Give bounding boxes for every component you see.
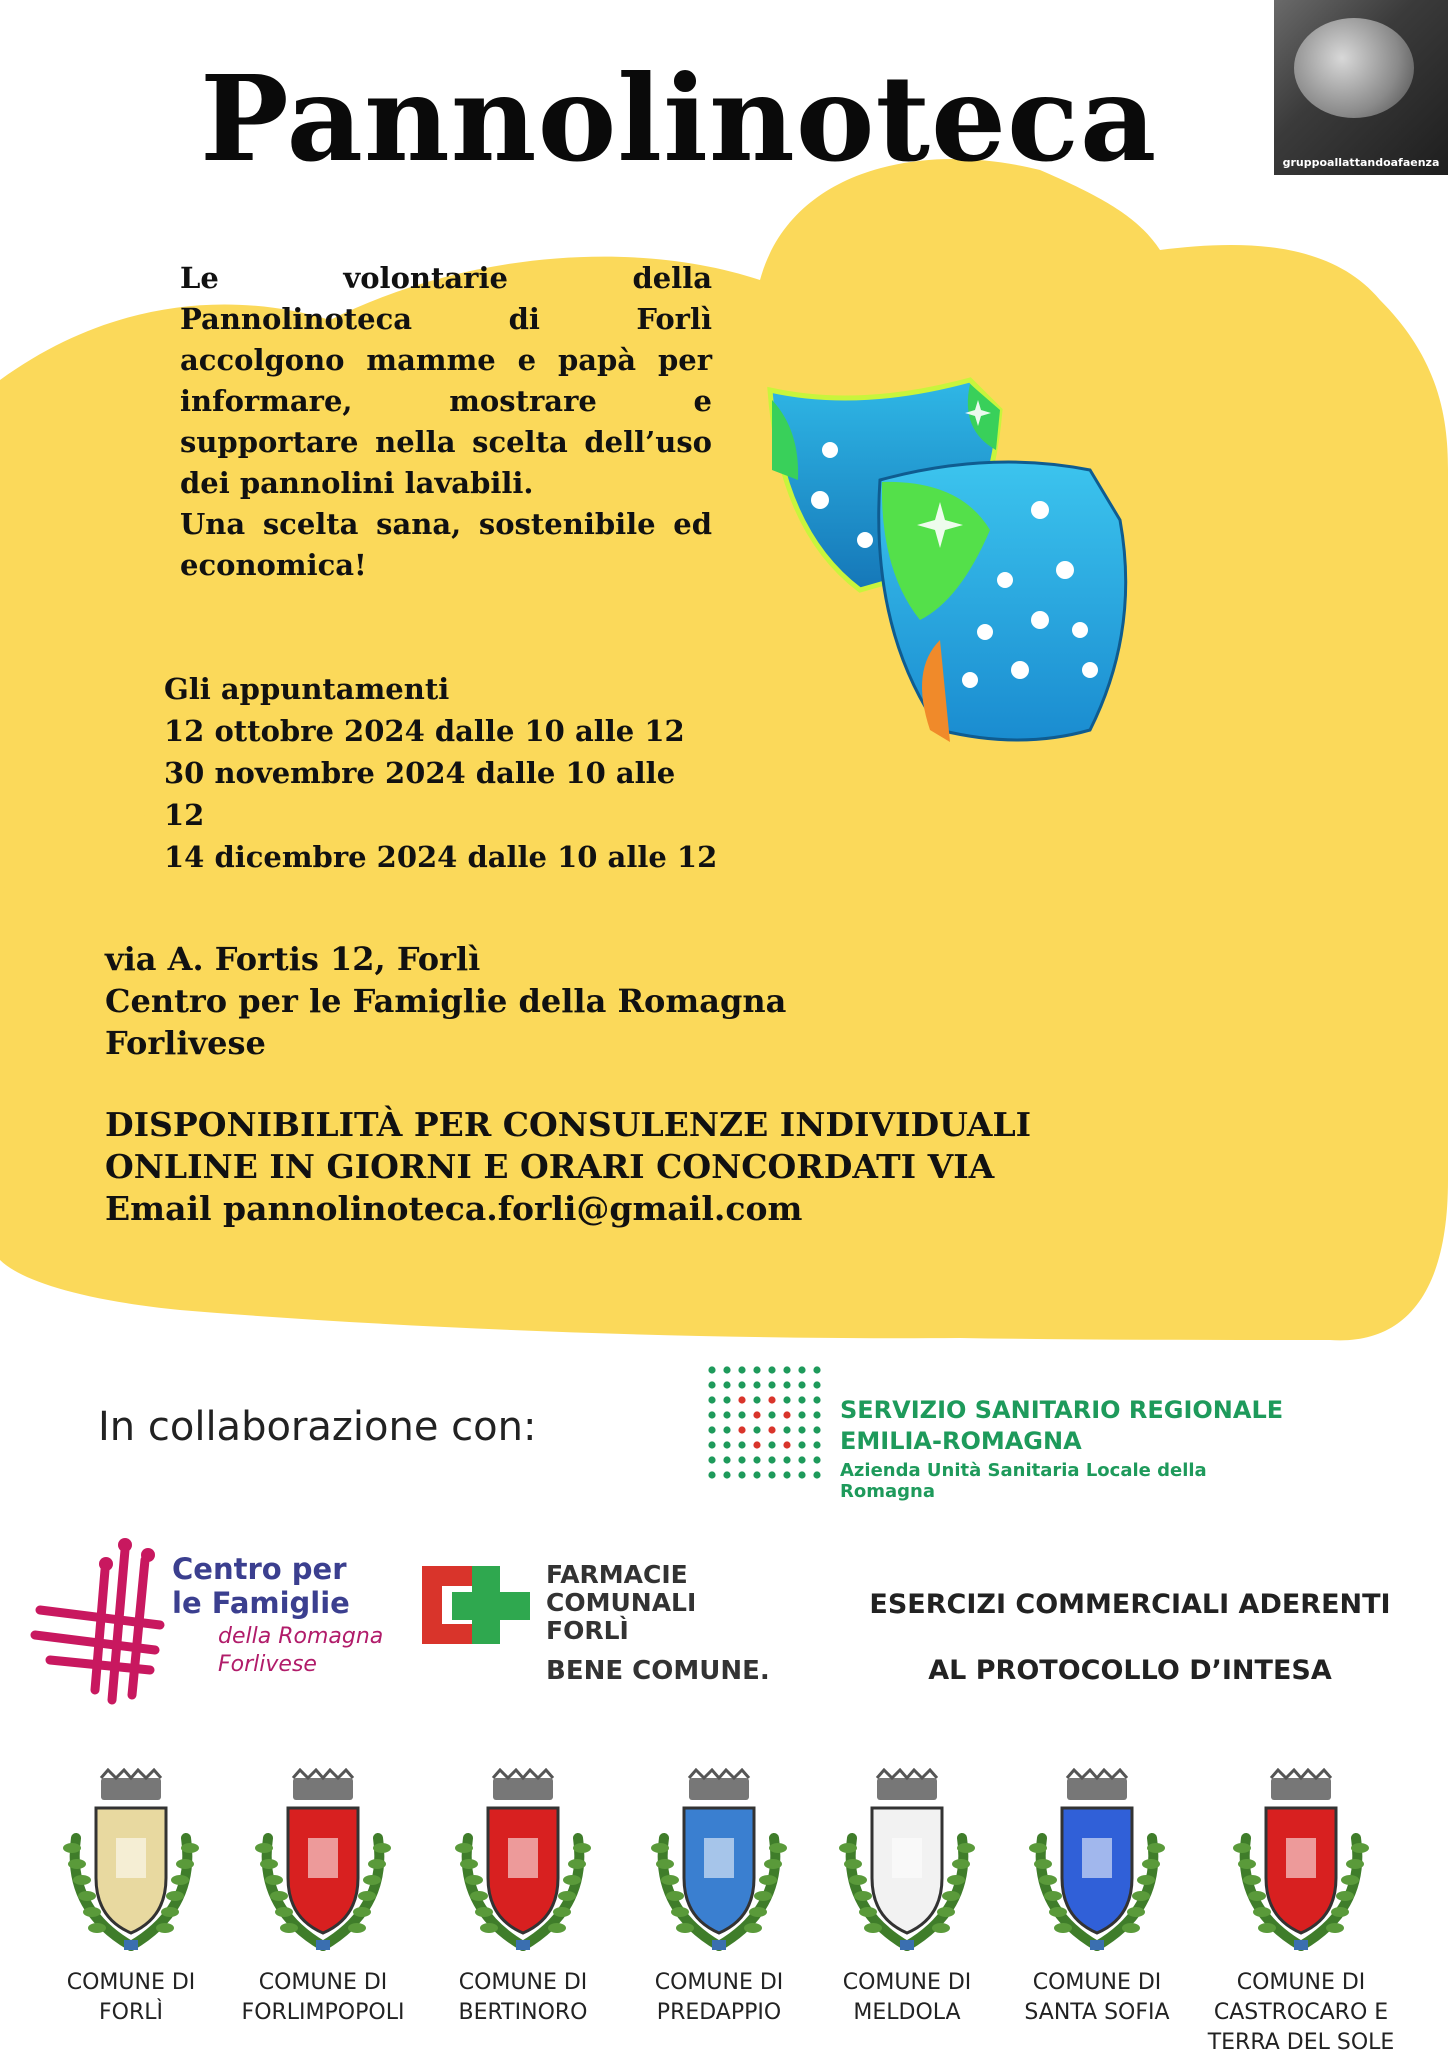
comune-name: COMUNE DI SANTA SOFIA <box>1024 1970 1170 2025</box>
dot <box>708 1381 715 1388</box>
comune-bertinoro <box>428 1768 618 2028</box>
intro-paragraph: Le volontarie della Pannolinoteca di Forlì accolgono mamme e papà per informare, mostrare e supportare nella scelta dell’uso dei pannolini lavabili. Una scelta sana, sostenibile ed economica! <box>180 261 712 582</box>
dot <box>813 1396 820 1403</box>
address-block <box>105 938 1005 1064</box>
dot <box>813 1471 820 1478</box>
dot <box>753 1381 760 1388</box>
esercizi-line: ESERCIZI COMMERCIALI ADERENTI <box>869 1589 1391 1620</box>
coat-of-arms-icon <box>822 1768 992 1968</box>
dot <box>708 1426 715 1433</box>
comune-name: COMUNE DI BERTINORO <box>458 1970 588 2025</box>
cpf-line: della Romagna <box>218 1624 384 1649</box>
email-line[interactable]: Email pannolinoteca.forli@gmail.com <box>105 1189 803 1228</box>
venue-line: Centro per le Famiglie della Romagna <box>105 982 787 1020</box>
dot <box>813 1456 820 1463</box>
farm-line: FORLÌ <box>546 1616 629 1645</box>
dot <box>753 1426 760 1433</box>
dot <box>738 1381 745 1388</box>
dot <box>798 1426 805 1433</box>
comune-predappio <box>624 1768 814 2028</box>
dot <box>738 1411 745 1418</box>
dot <box>753 1411 760 1418</box>
cloth-diaper-illustration <box>760 370 1200 790</box>
dot <box>783 1456 790 1463</box>
dot <box>723 1411 730 1418</box>
dot <box>708 1396 715 1403</box>
dot <box>813 1441 820 1448</box>
dot <box>738 1456 745 1463</box>
dot <box>738 1471 745 1478</box>
cpf-line: Forlivese <box>218 1652 317 1677</box>
comune-forlimpopoli <box>228 1768 418 2028</box>
appointment-item: 14 dicembre 2024 dalle 10 alle 12 <box>164 840 718 874</box>
dot <box>738 1441 745 1448</box>
dot <box>768 1441 775 1448</box>
dot <box>768 1396 775 1403</box>
pharmacy-cross-icon <box>418 1562 534 1648</box>
appointment-item: 12 ottobre 2024 dalle 10 alle 12 <box>164 714 685 748</box>
dot <box>768 1456 775 1463</box>
consult-line: DISPONIBILITÀ PER CONSULENZE INDIVIDUALI <box>105 1105 1032 1144</box>
dot <box>768 1381 775 1388</box>
dot <box>723 1471 730 1478</box>
group-photo-badge <box>1274 0 1448 175</box>
dot <box>783 1441 790 1448</box>
dot <box>813 1411 820 1418</box>
esercizi-commerciali-label <box>840 1572 1420 1704</box>
dot <box>708 1471 715 1478</box>
comune-name: COMUNE DI MELDOLA <box>842 1970 972 2025</box>
farm-line: COMUNALI <box>546 1588 697 1617</box>
dot <box>738 1396 745 1403</box>
farmacie-comunali-logo <box>418 1556 778 1696</box>
dot <box>798 1456 805 1463</box>
family-hashtag-icon <box>30 1530 180 1710</box>
collaboration-label: In collaborazione con: <box>98 1404 537 1450</box>
farm-line: BENE COMUNE. <box>546 1656 770 1686</box>
dot <box>723 1426 730 1433</box>
ssr-emilia-romagna-logo <box>704 1360 1304 1502</box>
photo-caption: gruppoallattandoafaenza <box>1282 156 1440 169</box>
dot <box>708 1411 715 1418</box>
comune-name: COMUNE DI CASTROCARO E TERRA DEL SOLE <box>1207 1970 1395 2055</box>
dot <box>813 1426 820 1433</box>
dot <box>813 1381 820 1388</box>
dot <box>753 1366 760 1373</box>
dot <box>798 1381 805 1388</box>
comune-santa-sofia <box>1002 1768 1192 2028</box>
coat-of-arms-icon <box>634 1768 804 1968</box>
dot <box>768 1426 775 1433</box>
dot <box>783 1381 790 1388</box>
dot <box>723 1381 730 1388</box>
dot <box>783 1411 790 1418</box>
appointments-block <box>164 668 724 878</box>
dot <box>753 1471 760 1478</box>
dot-grid-icon <box>704 1362 828 1486</box>
comune-name: COMUNE DI PREDAPPIO <box>654 1970 784 2025</box>
coat-of-arms-icon <box>1012 1768 1182 1968</box>
ssr-line: SERVIZIO SANITARIO REGIONALE <box>840 1396 1284 1424</box>
appointment-item: 30 novembre 2024 dalle 10 alle 12 <box>164 756 676 832</box>
comune-castrocaro <box>1206 1768 1396 2058</box>
dot <box>798 1396 805 1403</box>
dot <box>783 1396 790 1403</box>
dot <box>783 1426 790 1433</box>
comune-name: COMUNE DI FORLIMPOPOLI <box>241 1970 405 2025</box>
dot <box>768 1411 775 1418</box>
dot <box>723 1456 730 1463</box>
dot <box>723 1396 730 1403</box>
consultation-block <box>105 1104 1205 1230</box>
coat-of-arms-icon <box>438 1768 608 1968</box>
dot <box>798 1366 805 1373</box>
dot <box>768 1366 775 1373</box>
dot <box>753 1456 760 1463</box>
dot <box>738 1426 745 1433</box>
comune-forli <box>36 1768 226 2028</box>
dot <box>798 1411 805 1418</box>
appointments-heading: Gli appuntamenti <box>164 672 450 706</box>
venue-line: Forlivese <box>105 1024 266 1062</box>
ssr-line: Azienda Unità Sanitaria Locale della Romagna <box>840 1460 1207 1502</box>
dot <box>783 1471 790 1478</box>
centro-famiglie-logo <box>30 1530 390 1710</box>
coat-of-arms-icon <box>238 1768 408 1968</box>
dot <box>708 1441 715 1448</box>
consult-line: ONLINE IN GIORNI E ORARI CONCORDATI VIA <box>105 1147 995 1186</box>
page-title: Pannolinoteca <box>200 49 1158 188</box>
baby-photo <box>1294 18 1414 118</box>
dot <box>813 1366 820 1373</box>
dot <box>723 1366 730 1373</box>
dot <box>798 1471 805 1478</box>
street-address: via A. Fortis 12, Forlì <box>105 940 481 978</box>
cpf-line: Centro per <box>172 1552 347 1586</box>
coat-of-arms-icon <box>1216 1768 1386 1968</box>
esercizi-line: AL PROTOCOLLO D’INTESA <box>928 1655 1332 1686</box>
comune-name: COMUNE DI FORLÌ <box>66 1970 196 2025</box>
coat-of-arms-icon <box>46 1768 216 1968</box>
comune-meldola <box>812 1768 1002 2028</box>
dot <box>798 1441 805 1448</box>
cpf-line: le Famiglie <box>172 1586 350 1620</box>
dot <box>753 1396 760 1403</box>
dot <box>708 1366 715 1373</box>
dot <box>783 1366 790 1373</box>
farm-line: FARMACIE <box>546 1560 688 1589</box>
dot <box>768 1471 775 1478</box>
dot <box>738 1366 745 1373</box>
ssr-line: EMILIA-ROMAGNA <box>840 1427 1082 1455</box>
municipalities-row <box>0 1768 1448 2055</box>
dot <box>723 1441 730 1448</box>
dot <box>753 1441 760 1448</box>
dot <box>708 1456 715 1463</box>
